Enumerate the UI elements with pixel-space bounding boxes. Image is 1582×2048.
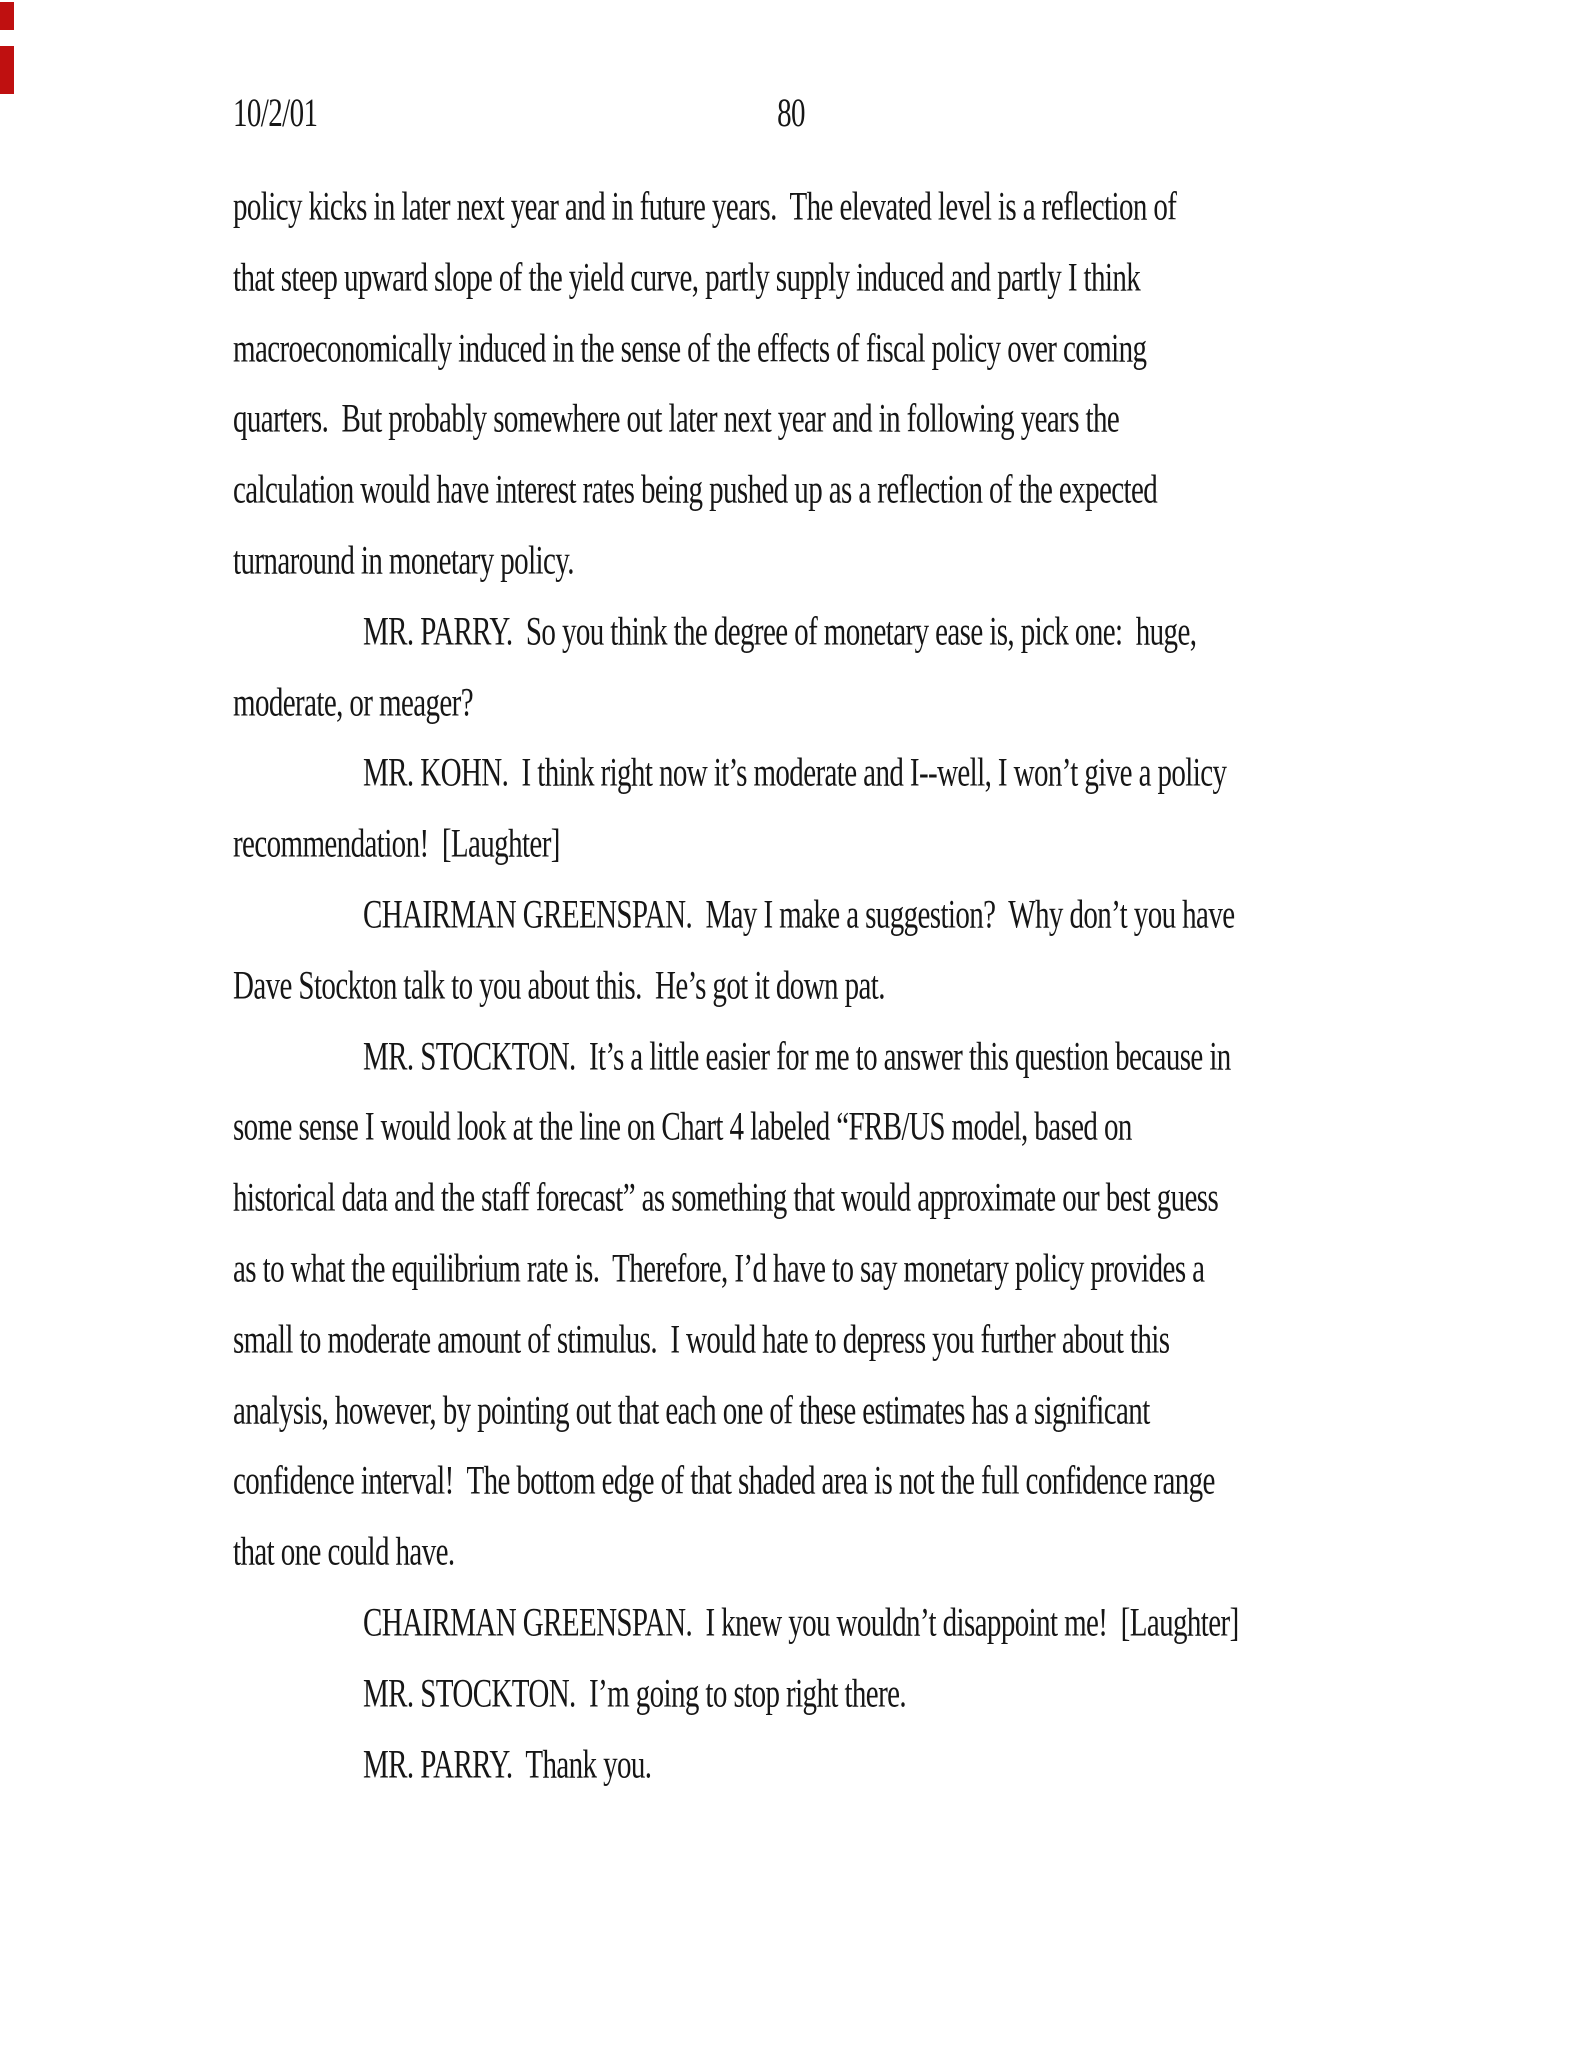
red-scan-mark <box>0 2 14 30</box>
transcript-body <box>233 176 1413 1804</box>
transcript-line-text: policy kicks in later next year and in future years. The elevated level is a reflection of <box>233 185 1177 230</box>
transcript-line-text: MR. PARRY. Thank you. <box>363 1742 652 1787</box>
transcript-line-text: small to moderate amount of stimulus. I would hate to depress you further about this <box>233 1317 1170 1363</box>
red-scan-mark <box>0 46 14 94</box>
page-header <box>0 93 1582 141</box>
transcript-line-text: analysis, however, by pointing out that each one of these estimates has a significant <box>233 1388 1150 1433</box>
transcript-line-text: some sense I would look at the line on Chart 4 labeled “FRB/US model, based on <box>233 1105 1132 1150</box>
transcript-line-text: calculation would have interest rates being pushed up as a reflection of the expected <box>233 468 1158 513</box>
transcript-line-text: MR. STOCKTON. It’s a little easier for me to answer this question because in <box>363 1034 1231 1079</box>
transcript-line-text: confidence interval! The bottom edge of that shaded area is not the full confidence range <box>233 1459 1215 1504</box>
transcript-line-text: historical data and the staff forecast” as something that would approximate our best guess <box>233 1176 1219 1221</box>
transcript-line-text: that steep upward slope of the yield curve, partly supply induced and partly I think <box>233 255 1141 301</box>
transcript-line-text: quarters. But probably somewhere out later next year and in following years the <box>233 397 1120 442</box>
transcript-line-text: turnaround in monetary policy. <box>233 539 574 584</box>
transcript-line-text: CHAIRMAN GREENSPAN. May I make a suggestion? Why don’t you have <box>363 893 1235 938</box>
transcript-line-text: macroeconomically induced in the sense of the effects of fiscal policy over coming <box>233 326 1147 371</box>
transcript-line-text: recommendation! [Laughter] <box>233 822 560 867</box>
transcript-line-text: moderate, or meager? <box>233 680 473 725</box>
transcript-line-text: MR. PARRY. So you think the degree of monetary ease is, pick one: huge, <box>363 609 1197 655</box>
transcript-line-text: as to what the equilibrium rate is. Therefore, I’d have to say monetary policy provides a <box>233 1247 1205 1292</box>
transcript-line-text: Dave Stockton talk to you about this. He’s got it down pat. <box>233 963 885 1009</box>
transcript-line <box>233 1734 1413 1805</box>
header-page-number-text: 80 <box>777 91 805 136</box>
transcript-line-text: CHAIRMAN GREENSPAN. I knew you wouldn’t disappoint me! [Laughter] <box>363 1601 1239 1646</box>
transcript-line-text: MR. KOHN. I think right now it’s moderate and I--well, I won’t give a policy <box>363 751 1227 796</box>
header-page-number <box>0 93 1582 141</box>
transcript-line-text: MR. STOCKTON. I’m going to stop right there. <box>363 1671 907 1717</box>
transcript-line-text: that one could have. <box>233 1530 455 1575</box>
header-date-text: 10/2/01 <box>233 91 318 136</box>
